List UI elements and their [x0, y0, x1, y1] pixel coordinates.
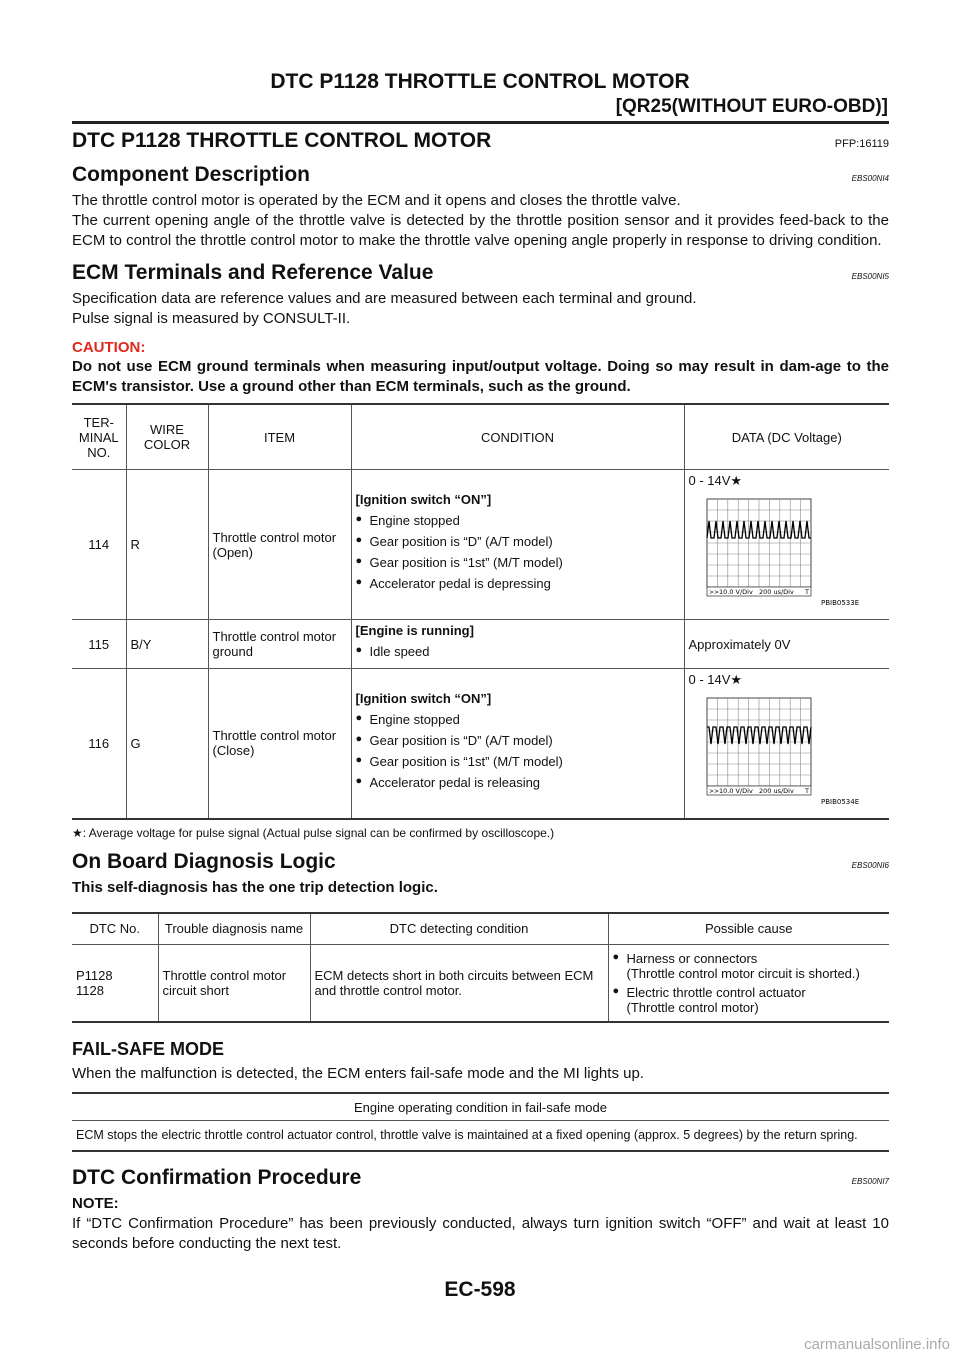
svg-text:10.0 V/Div: 10.0 V/Div [718, 588, 753, 596]
table-row: 115 B/Y Throttle control motor ground [Engine is running] ● Idle speed Approximately 0V [72, 620, 889, 669]
svg-text:10.0 V/Div: 10.0 V/Div [718, 787, 753, 795]
terminal-table [72, 403, 889, 820]
caution-label: CAUTION: [72, 339, 146, 356]
table-row: ECM stops the electric throttle control actuator control, throttle valve is maintained at a fixed opening (approx. 5 degrees) by the return spring. [76, 1128, 858, 1142]
svg-text:>>: >> [708, 589, 719, 596]
section-title: DTC P1128 THROTTLE CONTROL MOTOR PFP:16119 [72, 129, 889, 152]
svg-text:T: T [804, 787, 809, 795]
caution-text: Do not use ECM ground terminals when measuring input/output voltage. Doing so may result in dam-age to the ECM's transistor. Use a ground other than ECM terminals, such as the ground. [72, 358, 889, 395]
ecm-heading: ECM Terminals and Reference Value EBS00NI5 [72, 261, 889, 284]
svg-text:200 us/Div: 200 us/Div [758, 787, 794, 795]
ecm-text-2: Pulse signal is measured by CONSULT-II. [72, 310, 351, 327]
running-header-title: DTC P1128 THROTTLE CONTROL MOTOR [270, 70, 690, 93]
svg-text:PBIB0534E: PBIB0534E [820, 798, 859, 806]
obd-text: This self-diagnosis has the one trip detection logic. [72, 878, 438, 896]
svg-text:PBIB0533E: PBIB0533E [820, 599, 859, 607]
star-icon: ★ [72, 825, 83, 840]
th-data: DATA (DC Voltage) [684, 404, 889, 470]
page-content [72, 124, 889, 1254]
data-value: 0 - 14V [688, 672, 731, 687]
pfp-code: PFP:16119 [834, 138, 889, 150]
obd-table: DTC No. Trouble diagnosis name DTC detecting condition Possible cause P1128 1128 Throttle control motor circuit short ECM detects short in both circuits between ECM and throttle control motor. ● Harness or connectors (Throttle control motor circuit is shorted.) ● Electric throttle control actuator (Throttle control motor) [72, 912, 889, 1024]
data-value: 0 - 14V [688, 473, 731, 488]
oscilloscope-waveform-open [689, 489, 869, 609]
star-icon: ★ [730, 473, 743, 488]
note-label: NOTE: [72, 1195, 119, 1212]
svg-text:200 us/Div: 200 us/Div [758, 588, 794, 596]
oscilloscope-waveform-close [689, 688, 869, 808]
failsafe-heading: FAIL-SAFE MODE [72, 1039, 224, 1059]
dtc-heading: DTC Confirmation Procedure EBS00NI7 [72, 1166, 889, 1189]
running-header-subtitle: [QR25(WITHOUT EURO-OBD)] [615, 96, 888, 117]
table-footnote: ★: Average voltage for pulse signal (Actual pulse signal can be confirmed by oscilloscope.) [72, 825, 555, 840]
failsafe-table: Engine operating condition in fail-safe mode ECM stops the electric throttle control actuator control, throttle valve is maintained at a fixed opening (approx. 5 degrees) by the return spring. [72, 1092, 889, 1152]
ecm-text-1: Specification data are reference values and are measured between each terminal and ground. [72, 290, 697, 307]
th-terminal: TER-MINAL NO. [72, 404, 126, 470]
table-row: P1128 1128 Throttle control motor circuit short ECM detects short in both circuits between ECM and throttle control motor. ● Harness or connectors (Throttle control motor circuit is shorted.) ● Electric throttle control actuator (Throttle control motor) [72, 944, 889, 1022]
svg-text:T: T [804, 588, 809, 596]
component-text-2: The current opening angle of the throttle valve is detected by the throttle position sensor and it provides feed-back to the ECM to control the throttle control motor to make the throttle valve opening angle properly in response to driving condition. [72, 212, 889, 249]
obd-heading: On Board Diagnosis Logic EBS00NI6 [72, 849, 889, 873]
th-item: ITEM [208, 404, 351, 470]
table-row: 116 G Throttle control motor (Close) [Ignition switch “ON”] ● Engine stopped ● Gear position is “D” (A/T model) ● Gear position is “1st” (M/T model) ● Accelerator pedal is releasing 0 - 14V★ >> 10.0 V/Div 200 us/Div T PBIB0534E [72, 669, 889, 819]
failsafe-text: When the malfunction is detected, the ECM enters fail-safe mode and the MI lights up. [72, 1065, 644, 1082]
component-heading: Component Description EBS00NI4 [72, 163, 889, 186]
th-condition: CONDITION [351, 404, 684, 470]
watermark: carmanualsonline.info [804, 1336, 950, 1353]
note-text: If “DTC Confirmation Procedure” has been previously conducted, always turn ignition switch “OFF” and wait at least 10 seconds before conducting the next test. [72, 1215, 889, 1252]
star-icon: ★ [730, 672, 743, 687]
svg-text:>>: >> [708, 788, 719, 795]
component-text-1: The throttle control motor is operated by the ECM and it opens and closes the throttle valve. [72, 192, 681, 209]
th-wire-color: WIRE COLOR [126, 404, 208, 470]
table-row: 114 R Throttle control motor (Open) [Ignition switch “ON”] ● Engine stopped ● Gear position is “D” (A/T model) ● Gear position is “1st” (M/T model) ● Accelerator pedal is depressing 0 - 14V★ >> 10.0 V/Div 200 us/Div T PBIB0533E [72, 470, 889, 620]
page-number: EC-598 [444, 1278, 516, 1301]
